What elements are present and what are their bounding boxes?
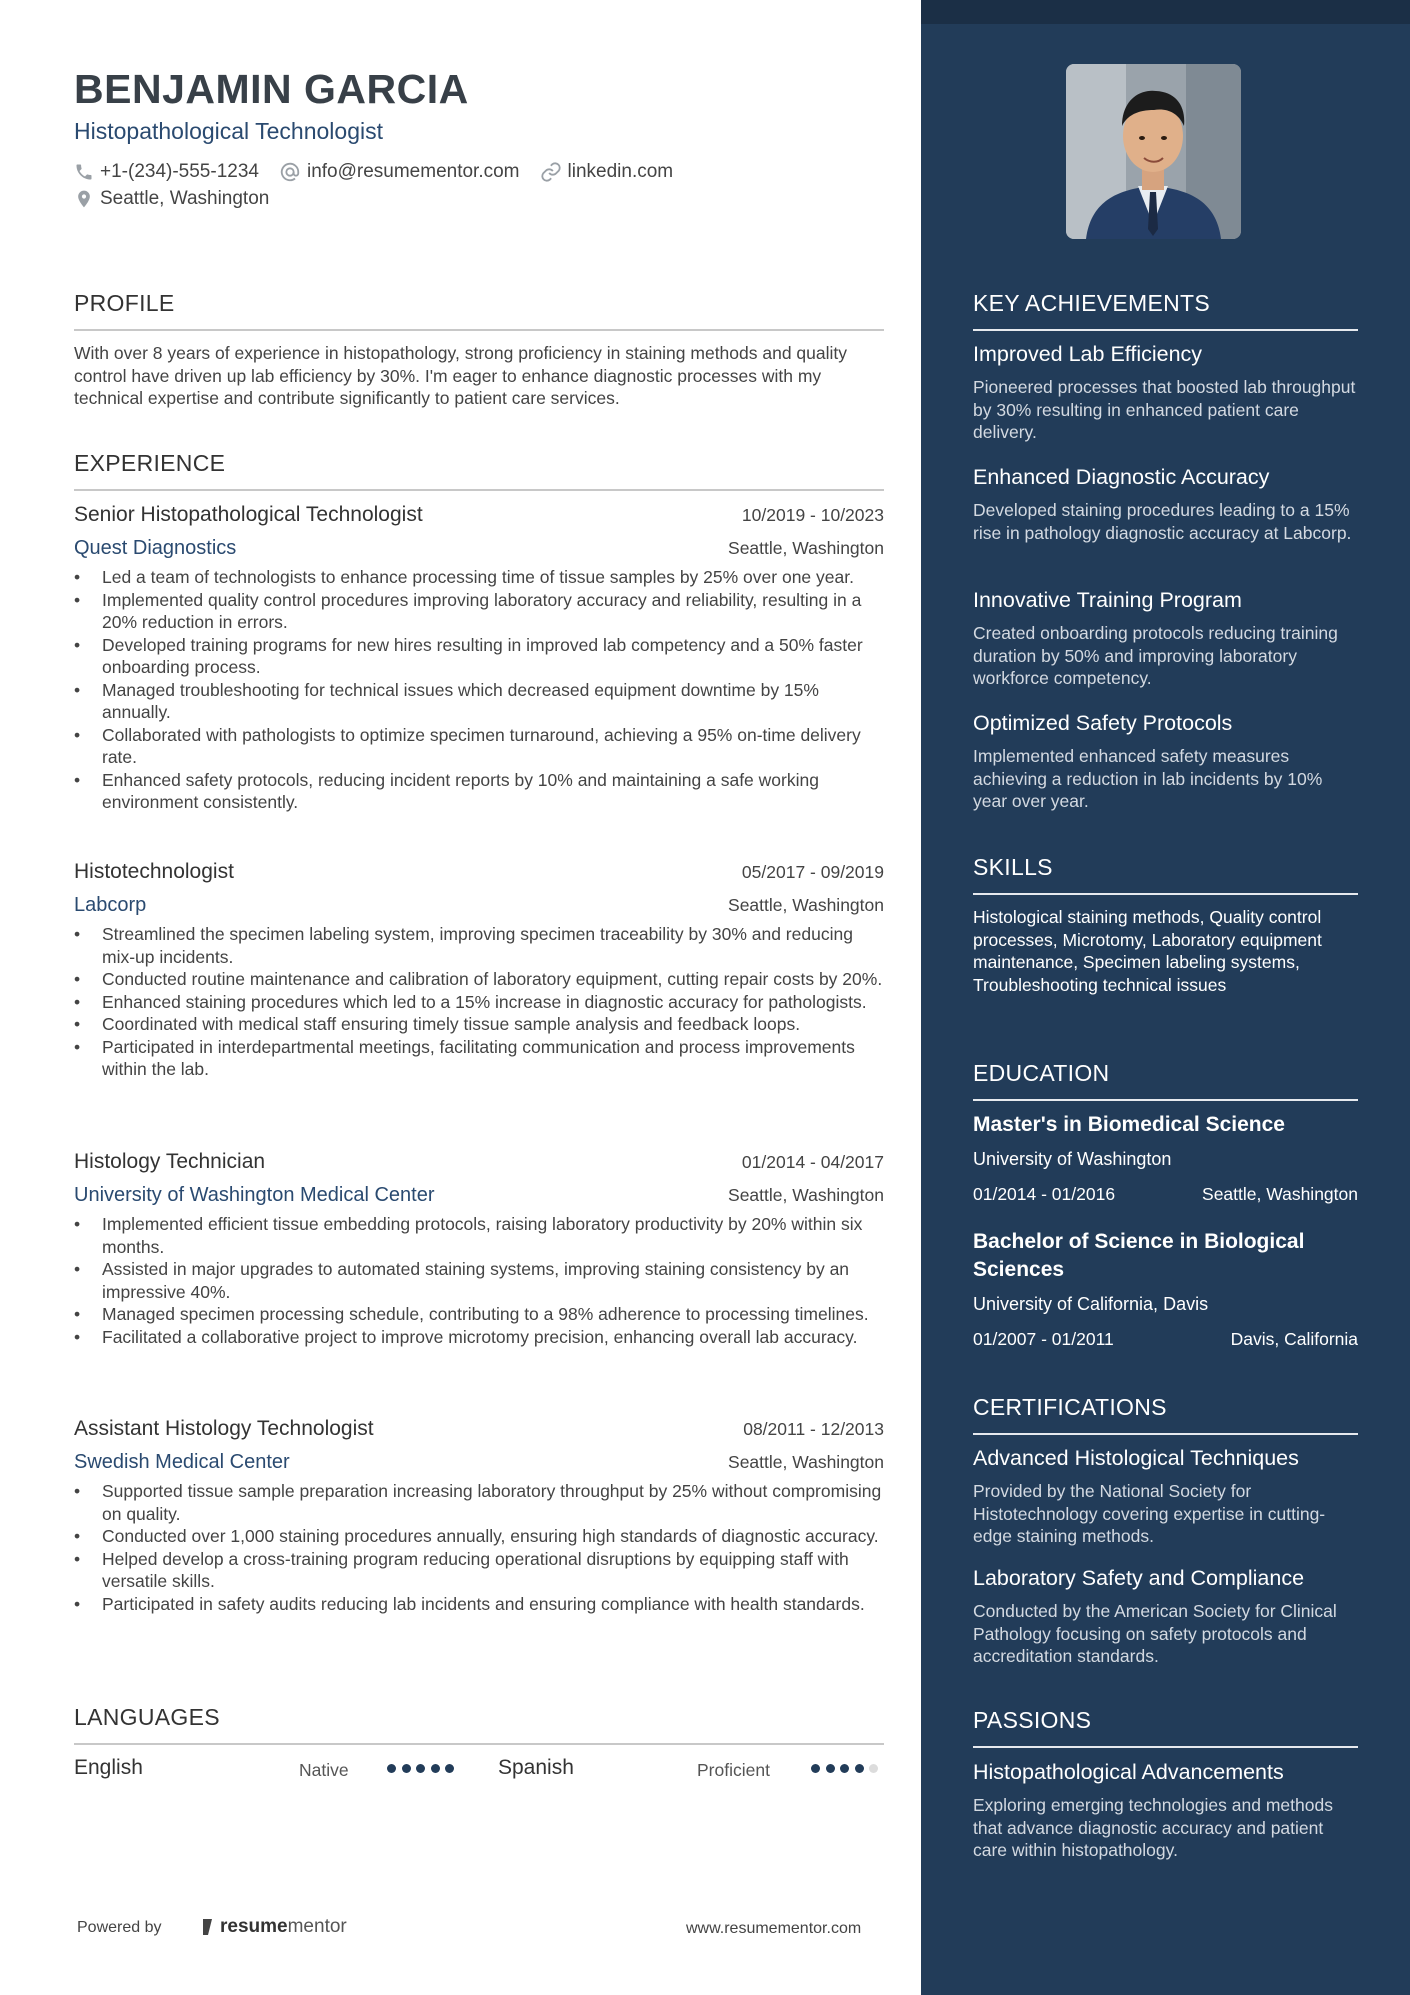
achievement-item: [973, 342, 1358, 444]
rating-dot-filled: [811, 1764, 820, 1773]
languages-heading: LANGUAGES: [74, 1704, 884, 1745]
language-level: Native: [299, 1760, 349, 1780]
certification-item: [973, 1566, 1358, 1668]
contact-linkedin: [540, 161, 674, 183]
at-sign-icon: [279, 161, 301, 183]
skills-list: Histological staining methods, Quality control processes, Microtomy, Laboratory equipment maintenance, Specimen labeling systems, Troubleshooting technical issues: [973, 907, 1322, 995]
education-degree: Bachelor of Science in Biological Sciences: [973, 1230, 1305, 1281]
education-dates: 01/2014 - 01/2016: [973, 1184, 1116, 1204]
candidate-title: Histopathological Technologist: [74, 118, 383, 144]
passion-item: [973, 1760, 1358, 1862]
job-dates: 05/2017 - 09/2019: [741, 862, 884, 882]
education-item: [973, 1111, 1358, 1205]
profile-summary: With over 8 years of experience in histopathology, strong proficiency in staining methods and quality control have driven up lab efficiency by 30%. I'm eager to enhance diagnostic processes with my technical expertise and contribute significantly to patient care services.: [74, 343, 848, 408]
bullet-item: • Conducted routine maintenance and calibration of laboratory equipment, cutting repair costs by 20%.: [74, 968, 884, 991]
job-entry: [74, 860, 884, 1081]
job-title: Senior Histopathological Technologist: [74, 503, 423, 526]
bullet-item: • Assisted in major upgrades to automated staining systems, improving staining consistency by an impressive 40%.: [74, 1258, 884, 1303]
achievement-desc: Developed staining procedures leading to a 15% rise in pathology diagnostic accuracy at Labcorp.: [973, 500, 1352, 543]
education-degree: Master's in Biomedical Science: [973, 1113, 1285, 1136]
rating-dot-filled: [431, 1764, 440, 1773]
job-location: Seattle, Washington: [728, 1185, 884, 1205]
achievements-heading: KEY ACHIEVEMENTS: [973, 290, 1358, 331]
map-pin-icon: [74, 188, 94, 210]
rating-dot-filled: [855, 1764, 864, 1773]
rating-dot-filled: [387, 1764, 396, 1773]
job-company: Quest Diagnostics: [74, 537, 237, 559]
rating-dot-filled: [402, 1764, 411, 1773]
candidate-name: BENJAMIN GARCIA: [74, 66, 469, 112]
certification-title: Advanced Histological Techniques: [973, 1446, 1299, 1470]
language-rating: [387, 1764, 460, 1773]
education-location: Davis, California: [1230, 1329, 1358, 1349]
bullet-item: • Streamlined the specimen labeling system, improving specimen traceability by 30% and reducing mix-up incidents.: [74, 923, 884, 968]
avatar: [1066, 64, 1241, 239]
contact-row: [74, 161, 693, 183]
link-icon: [540, 161, 562, 183]
footer-url[interactable]: www.resumementor.com: [686, 1920, 862, 1937]
job-dates: 01/2014 - 04/2017: [741, 1152, 884, 1172]
skills-heading: SKILLS: [973, 854, 1358, 895]
education-dates: 01/2007 - 01/2011: [973, 1329, 1114, 1349]
language-name: English: [74, 1756, 143, 1779]
job-bullets: [74, 1480, 884, 1615]
achievement-desc: Created onboarding protocols reducing training duration by 50% and improving laboratory workforce competency.: [973, 623, 1338, 688]
bullet-item: • Implemented quality control procedures improving laboratory accuracy and reliability, resulting in a 20% reduction in errors.: [74, 589, 884, 634]
job-entry: [74, 1417, 884, 1615]
job-entry: [74, 503, 884, 814]
bullet-item: • Developed training programs for new hires resulting in improved lab competency and a 50% faster onboarding process.: [74, 634, 884, 679]
achievement-title: Enhanced Diagnostic Accuracy: [973, 465, 1270, 489]
contact-email: [279, 161, 520, 183]
rating-dot-filled: [416, 1764, 425, 1773]
language-rating: [811, 1764, 884, 1773]
bullet-item: • Coordinated with medical staff ensuring timely tissue sample analysis and feedback loops.: [74, 1013, 884, 1036]
bullet-item: • Helped develop a cross-training program reducing operational disruptions by equipping staff with versatile skills.: [74, 1548, 884, 1593]
passions-heading: PASSIONS: [973, 1707, 1358, 1748]
experience-heading: EXPERIENCE: [74, 450, 884, 491]
job-bullets: [74, 1213, 884, 1348]
bullet-item: • Led a team of technologists to enhance processing time of tissue samples by 25% over one year.: [74, 566, 884, 589]
achievement-item: [973, 588, 1358, 690]
achievement-item: [973, 711, 1358, 813]
job-company: University of Washington Medical Center: [74, 1184, 435, 1206]
rating-dot-empty: [869, 1764, 878, 1773]
education-item: [973, 1228, 1358, 1350]
phone-text[interactable]: +1-(234)-555-1234: [100, 161, 259, 182]
job-bullets: [74, 923, 884, 1081]
email-text[interactable]: info@resumementor.com: [306, 161, 520, 182]
education-school: University of Washington: [973, 1149, 1172, 1169]
job-location: Seattle, Washington: [728, 895, 884, 915]
sidebar-top-bar: [921, 0, 1410, 24]
contact-location: [74, 188, 269, 210]
rating-dot-filled: [445, 1764, 454, 1773]
resumementor-logo[interactable]: [200, 1916, 347, 1938]
education-heading: EDUCATION: [973, 1060, 1358, 1101]
bullet-item: • Conducted over 1,000 staining procedures annually, ensuring high standards of diagnostic accuracy.: [74, 1525, 884, 1548]
certification-title: Laboratory Safety and Compliance: [973, 1566, 1305, 1590]
bullet-item: • Facilitated a collaborative project to improve microtomy precision, enhancing overall lab accuracy.: [74, 1326, 884, 1349]
bullet-item: • Implemented efficient tissue embedding protocols, raising laboratory productivity by 20% within six months.: [74, 1213, 884, 1258]
achievement-title: Optimized Safety Protocols: [973, 711, 1233, 735]
job-company: Swedish Medical Center: [74, 1451, 290, 1473]
achievement-desc: Implemented enhanced safety measures achieving a reduction in lab incidents by 10% year over year.: [973, 746, 1323, 811]
job-location: Seattle, Washington: [728, 1452, 884, 1472]
location-row: [74, 188, 289, 210]
bullet-item: • Enhanced staining procedures which led to a 15% increase in diagnostic accuracy for pathologists.: [74, 991, 884, 1014]
certification-desc: Provided by the National Society for Histotechnology covering expertise in cutting-edge staining methods.: [973, 1481, 1326, 1546]
achievement-title: Improved Lab Efficiency: [973, 342, 1203, 366]
profile-photo: [1066, 64, 1241, 239]
logo-text-light: mentor: [287, 1916, 347, 1937]
contact-phone: [74, 161, 259, 183]
rating-dot-filled: [840, 1764, 849, 1773]
phone-icon: [74, 162, 94, 182]
bullet-item: • Participated in safety audits reducing lab incidents and ensuring compliance with health standards.: [74, 1593, 884, 1616]
certification-desc: Conducted by the American Society for Clinical Pathology focusing on safety protocols and accreditation standards.: [973, 1601, 1337, 1666]
education-location: Seattle, Washington: [1202, 1184, 1358, 1204]
job-entry: [74, 1150, 884, 1348]
powered-by: Powered by: [77, 1919, 162, 1936]
languages-list: [74, 1756, 884, 1786]
bullet-item: • Collaborated with pathologists to optimize specimen turnaround, achieving a 95% on-time delivery rate.: [74, 724, 884, 769]
certification-item: [973, 1446, 1358, 1548]
bullet-item: • Supported tissue sample preparation increasing laboratory throughput by 25% without compromising on quality.: [74, 1480, 884, 1525]
job-title: Assistant Histology Technologist: [74, 1417, 374, 1440]
linkedin-text[interactable]: linkedin.com: [567, 161, 674, 182]
sidebar: [921, 0, 1410, 1995]
achievement-title: Innovative Training Program: [973, 588, 1242, 612]
certifications-heading: CERTIFICATIONS: [973, 1394, 1358, 1435]
job-company: Labcorp: [74, 894, 147, 916]
passion-title: Histopathological Advancements: [973, 1760, 1284, 1784]
job-title: Histology Technician: [74, 1150, 266, 1173]
job-title: Histotechnologist: [74, 860, 234, 883]
job-dates: 08/2011 - 12/2013: [743, 1419, 884, 1439]
job-location: Seattle, Washington: [728, 538, 884, 558]
language-level: Proficient: [697, 1760, 770, 1780]
logo-mark-icon: [200, 1917, 216, 1937]
bullet-item: • Enhanced safety protocols, reducing incident reports by 10% and maintaining a safe working environment consistently.: [74, 769, 884, 814]
achievement-desc: Pioneered processes that boosted lab throughput by 30% resulting in enhanced patient care delivery.: [973, 377, 1356, 442]
job-bullets: [74, 566, 884, 814]
passion-desc: Exploring emerging technologies and methods that advance diagnostic accuracy and patient care within histopathology.: [973, 1795, 1333, 1860]
logo-text-bold: resume: [220, 1916, 288, 1937]
language-name: Spanish: [498, 1756, 574, 1779]
profile-heading: PROFILE: [74, 290, 884, 331]
bullet-item: • Managed specimen processing schedule, contributing to a 98% adherence to processing timelines.: [74, 1303, 884, 1326]
bullet-item: • Managed troubleshooting for technical issues which decreased equipment downtime by 15% annually.: [74, 679, 884, 724]
bullet-item: • Participated in interdepartmental meetings, facilitating communication and process improvements within the lab.: [74, 1036, 884, 1081]
rating-dot-filled: [826, 1764, 835, 1773]
education-school: University of California, Davis: [973, 1294, 1209, 1314]
location-text: Seattle, Washington: [100, 188, 270, 209]
achievement-item: [973, 465, 1358, 544]
job-dates: 10/2019 - 10/2023: [741, 505, 884, 525]
